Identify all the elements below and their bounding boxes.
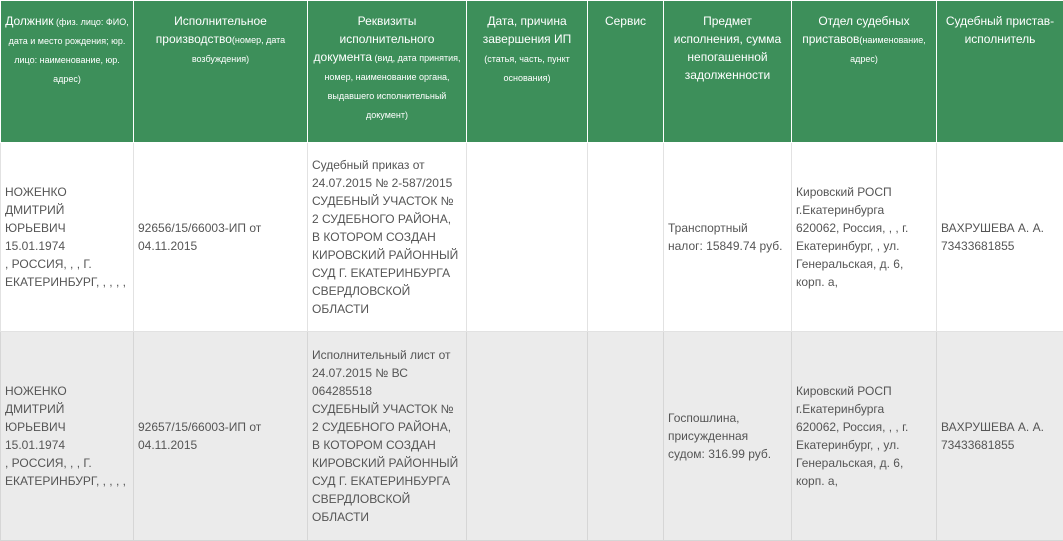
cell-proceedings [134,332,308,541]
cell-line: 92656/15/66003-ИП от [138,219,303,237]
cell-debtor [1,143,134,332]
cell-line: 04.11.2015 [138,237,303,255]
cell-line: 2 СУДЕБНОГО РАЙОНА, [312,418,462,436]
cell-document [308,332,467,541]
cell-line: корп. а, [796,273,932,291]
cell-line: 620062, Россия, , , г. [796,418,932,436]
cell-line: ОБЛАСТИ [312,300,462,318]
cell-line: 064285518 [312,382,462,400]
cell-line: 2 СУДЕБНОГО РАЙОНА, [312,210,462,228]
cell-line: СУД Г. ЕКАТЕРИНБУРГА [312,264,462,282]
table-header-row [1,1,1063,143]
cell-line: ЕКАТЕРИНБУРГ, , , , , [5,472,129,490]
cell-line: Генеральская, д. 6, [796,454,932,472]
cell-line: Исполнительный лист от [312,346,462,364]
cell-line: Кировский РОСП [796,183,932,201]
cell-service [588,332,664,541]
cell-line: 92657/15/66003-ИП от [138,418,303,436]
cell-line: Транспортный [668,219,787,237]
cell-end [467,143,588,332]
cell-line: Кировский РОСП [796,382,932,400]
cell-line: г.Екатеринбурга [796,201,932,219]
cell-line: НОЖЕНКО [5,382,129,400]
cell-line: ЮРЬЕВИЧ [5,418,129,436]
cell-line: В КОТОРОМ СОЗДАН [312,436,462,454]
cell-proceedings [134,143,308,332]
header-proceedings: Исполнительное производство(номер, дата возбуждения) [134,1,308,143]
cell-line: ВАХРУШЕВА А. А. [941,219,1059,237]
cell-subject [664,143,792,332]
cell-line: 73433681855 [941,237,1059,255]
header-department: Отдел судебных приставов(наименование, адрес) [792,1,937,143]
cell-service [588,143,664,332]
cell-document [308,143,467,332]
cell-line: 04.11.2015 [138,436,303,454]
cell-line: , РОССИЯ, , , Г. [5,255,129,273]
cell-department [792,332,937,541]
cell-line: присужденная [668,427,787,445]
cell-line: Судебный приказ от [312,156,462,174]
cell-line: КИРОВСКИЙ РАЙОННЫЙ [312,246,462,264]
cell-line: 73433681855 [941,436,1059,454]
cell-line: СВЕРДЛОВСКОЙ [312,282,462,300]
table-row [1,143,1063,332]
cell-line: ВАХРУШЕВА А. А. [941,418,1059,436]
header-end: Дата, причина завершения ИП (статья, часть, пункт основания) [467,1,588,143]
cell-line: корп. а, [796,472,932,490]
cell-subject [664,332,792,541]
cell-line: 15.01.1974 [5,436,129,454]
cell-line: Госпошлина, [668,409,787,427]
cell-line: СУДЕБНЫЙ УЧАСТОК № [312,192,462,210]
cell-debtor [1,332,134,541]
cell-line: 24.07.2015 № 2-587/2015 [312,174,462,192]
cell-line: 620062, Россия, , , г. [796,219,932,237]
cell-line: СВЕРДЛОВСКОЙ [312,490,462,508]
cell-line: ДМИТРИЙ [5,201,129,219]
cell-line: 15.01.1974 [5,237,129,255]
cell-line: Екатеринбург, , ул. [796,436,932,454]
cell-bailiff [937,143,1063,332]
table-row [1,332,1063,541]
cell-line: СУД Г. ЕКАТЕРИНБУРГА [312,472,462,490]
header-service: Сервис [588,1,664,143]
cell-line: ЮРЬЕВИЧ [5,219,129,237]
cell-line: судом: 316.99 руб. [668,445,787,463]
cell-line: г.Екатеринбурга [796,400,932,418]
cell-line: ЕКАТЕРИНБУРГ, , , , , [5,273,129,291]
header-subject: Предмет исполнения, сумма непогашенной задолженности [664,1,792,143]
cell-end [467,332,588,541]
cell-line: , РОССИЯ, , , Г. [5,454,129,472]
cell-line: НОЖЕНКО [5,183,129,201]
cell-line: Екатеринбург, , ул. [796,237,932,255]
header-document: Реквизиты исполнительного документа (вид, дата принятия, номер, наименование органа, выдавшего исполнительный документ) [308,1,467,143]
cell-line: СУДЕБНЫЙ УЧАСТОК № [312,400,462,418]
cell-department [792,143,937,332]
cell-line: ДМИТРИЙ [5,400,129,418]
cell-line: 24.07.2015 № ВС [312,364,462,382]
header-debtor: Должник (физ. лицо: ФИО, дата и место рождения; юр. лицо: наименование, юр. адрес) [1,1,134,143]
cell-line: ОБЛАСТИ [312,508,462,526]
cell-bailiff [937,332,1063,541]
cell-line: налог: 15849.74 руб. [668,237,787,255]
cell-line: КИРОВСКИЙ РАЙОННЫЙ [312,454,462,472]
cell-line: В КОТОРОМ СОЗДАН [312,228,462,246]
cell-line: Генеральская, д. 6, [796,255,932,273]
header-bailiff: Судебный пристав-исполнитель [937,1,1063,143]
